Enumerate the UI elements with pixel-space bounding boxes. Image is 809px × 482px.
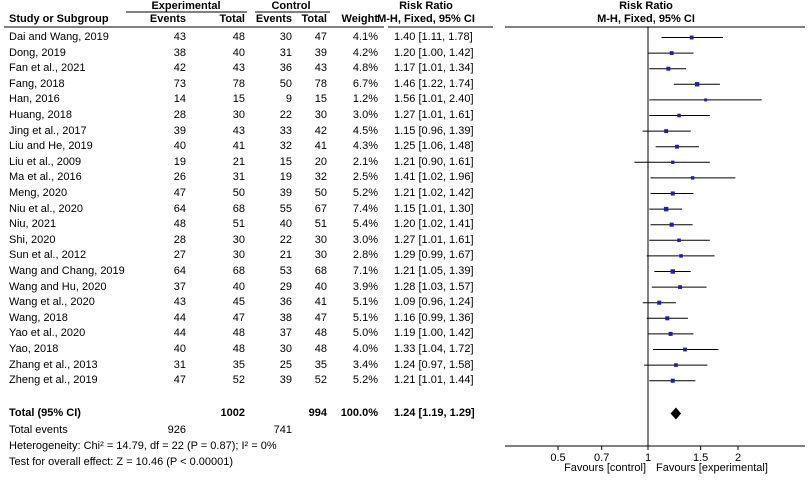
total-weight: 100.0% <box>340 407 378 419</box>
study-name: Shi, 2020 <box>9 233 56 246</box>
risk-ratio-ci: 1.28 [1.03, 1.57] <box>394 280 474 293</box>
effect-square <box>671 191 675 195</box>
risk-ratio-ci: 1.27 [1.01, 1.61] <box>394 109 474 121</box>
total-ctl: 48 <box>314 327 327 340</box>
weight-value: 1.2% <box>352 93 378 106</box>
events-exp: 39 <box>173 124 186 137</box>
total-exp: 78 <box>232 77 245 90</box>
events-exp: 28 <box>173 109 186 121</box>
study-name: Jing et al., 2017 <box>9 124 87 137</box>
header-method-table: M-H, Fixed, 95% CI <box>377 13 475 25</box>
effect-square <box>677 239 681 243</box>
header-events-ctl: Events <box>255 13 292 25</box>
events-ctl: 37 <box>279 327 292 340</box>
study-name: Zheng et al., 2019 <box>9 374 98 387</box>
effect-square <box>679 254 683 258</box>
events-exp: 64 <box>173 202 186 215</box>
header-control: Control <box>271 0 311 12</box>
total-exp: 40 <box>232 46 245 59</box>
total-risk-ratio-ci: 1.24 [1.19, 1.29] <box>394 407 475 419</box>
total-ctl: 47 <box>314 31 327 43</box>
weight-value: 5.4% <box>352 218 378 231</box>
study-name: Liu and He, 2019 <box>9 140 93 153</box>
effect-square <box>690 36 694 40</box>
total-ctl: 42 <box>314 124 327 137</box>
total-ctl: 41 <box>314 296 327 309</box>
effect-square <box>671 269 675 273</box>
total-ctl: 48 <box>314 343 327 355</box>
weight-value: 6.7% <box>352 77 378 90</box>
total-exp: 68 <box>232 265 245 277</box>
weight-value: 7.1% <box>352 265 378 277</box>
total-label: Total (95% CI) <box>9 407 81 419</box>
study-name: Yao et al., 2020 <box>9 327 86 340</box>
events-ctl: 55 <box>279 202 292 215</box>
weight-value: 4.0% <box>352 343 378 355</box>
risk-ratio-ci: 1.33 [1.04, 1.72] <box>394 343 474 355</box>
events-exp: 27 <box>173 249 186 262</box>
risk-ratio-ci: 1.21 [1.02, 1.42] <box>394 187 474 199</box>
x-tick-label: 1 <box>644 452 652 464</box>
effect-square <box>664 129 668 133</box>
study-name: Zhang et al., 2013 <box>9 358 98 371</box>
x-tick-label: 2 <box>734 452 742 464</box>
weight-value: 7.4% <box>352 202 378 215</box>
risk-ratio-ci: 1.16 [0.99, 1.36] <box>394 311 474 324</box>
total-events-exp: 926 <box>167 424 186 436</box>
total-ctl: 51 <box>314 218 327 231</box>
events-exp: 40 <box>173 140 186 153</box>
events-ctl: 50 <box>279 77 292 90</box>
effect-square <box>666 67 670 71</box>
events-ctl: 31 <box>279 46 292 59</box>
events-ctl: 39 <box>279 374 292 387</box>
overall-effect-text: Test for overall effect: Z = 10.46 (P < 0.00001) <box>9 456 234 468</box>
risk-ratio-ci: 1.09 [0.96, 1.24] <box>394 296 474 309</box>
events-ctl: 19 <box>279 171 292 184</box>
study-name: Huang, 2018 <box>9 109 72 121</box>
favours-control-label: Favours [control] <box>564 462 646 474</box>
header-study: Study or Subgroup <box>9 13 109 25</box>
events-exp: 47 <box>173 187 186 199</box>
events-ctl: 32 <box>279 140 292 153</box>
total-exp: 21 <box>232 155 245 168</box>
heterogeneity-text: Heterogeneity: Chi² = 14.79, df = 22 (P = 0.87); I² = 0% <box>9 440 277 452</box>
total-exp: 50 <box>232 187 245 199</box>
total-ctl: 994 <box>308 407 327 419</box>
events-ctl: 22 <box>279 109 292 121</box>
header-method-plot: M-H, Fixed, 95% CI <box>597 13 695 25</box>
total-exp: 48 <box>232 327 245 340</box>
risk-ratio-ci: 1.20 [1.00, 1.42] <box>394 46 474 59</box>
effect-square <box>695 82 699 86</box>
total-ctl: 30 <box>314 249 327 262</box>
x-tick-label: 1.5 <box>692 452 709 464</box>
events-ctl: 33 <box>279 124 292 137</box>
weight-value: 3.0% <box>352 233 378 246</box>
events-exp: 73 <box>173 77 186 90</box>
risk-ratio-ci: 1.24 [0.97, 1.58] <box>394 358 474 371</box>
effect-square <box>674 363 678 367</box>
events-ctl: 53 <box>279 265 292 277</box>
events-ctl: 30 <box>279 343 292 355</box>
weight-value: 5.2% <box>352 187 378 199</box>
risk-ratio-ci: 1.46 [1.22, 1.74] <box>394 77 474 90</box>
events-exp: 31 <box>173 358 186 371</box>
total-exp: 30 <box>232 249 245 262</box>
risk-ratio-ci: 1.20 [1.02, 1.41] <box>394 218 474 231</box>
header-events-exp: Events <box>149 13 186 25</box>
study-name: Han, 2016 <box>9 93 60 106</box>
total-exp: 48 <box>232 343 245 355</box>
effect-square <box>665 316 669 320</box>
study-name: Fan et al., 2021 <box>9 62 86 75</box>
total-exp: 30 <box>232 109 245 121</box>
total-ctl: 68 <box>314 265 327 277</box>
events-exp: 26 <box>173 171 186 184</box>
total-exp: 68 <box>232 202 245 215</box>
total-exp: 35 <box>232 358 245 371</box>
header-total-ctl: Total <box>301 13 327 25</box>
total-ctl: 41 <box>314 140 327 153</box>
risk-ratio-ci: 1.41 [1.02, 1.96] <box>394 171 474 184</box>
effect-square <box>671 379 675 383</box>
x-tick-label: 0.5 <box>550 452 566 464</box>
weight-value: 5.1% <box>352 296 378 309</box>
favours-experimental-label: Favours [experimental] <box>656 462 768 474</box>
events-ctl: 15 <box>279 155 292 168</box>
events-exp: 14 <box>173 93 186 106</box>
events-ctl: 36 <box>279 296 292 309</box>
study-name: Dong, 2019 <box>9 46 66 59</box>
risk-ratio-ci: 1.15 [1.01, 1.30] <box>394 202 474 215</box>
study-name: Niu, 2021 <box>9 218 57 231</box>
risk-ratio-ci: 1.21 [0.90, 1.61] <box>394 155 474 168</box>
study-name: Wang and Chang, 2019 <box>9 265 125 277</box>
study-name: Dai and Wang, 2019 <box>9 31 109 43</box>
x-tick-label: 0.7 <box>594 452 610 464</box>
effect-square <box>670 51 674 55</box>
total-ctl: 20 <box>314 155 327 168</box>
effect-square <box>671 161 674 164</box>
risk-ratio-ci: 1.27 [1.01, 1.61] <box>394 233 474 246</box>
total-ctl: 30 <box>314 233 327 246</box>
risk-ratio-ci: 1.56 [1.01, 2.40] <box>394 93 474 106</box>
header-risk-ratio-table: Risk Ratio <box>399 0 453 12</box>
effect-square <box>677 114 681 118</box>
effect-square <box>669 332 673 336</box>
weight-value: 5.1% <box>352 311 378 324</box>
events-exp: 19 <box>173 155 186 168</box>
total-ctl: 50 <box>314 187 327 199</box>
study-name: Meng, 2020 <box>9 187 68 199</box>
study-name: Liu et al., 2009 <box>9 155 82 168</box>
risk-ratio-ci: 1.21 [1.05, 1.39] <box>394 265 474 277</box>
risk-ratio-ci: 1.19 [1.00, 1.42] <box>394 327 474 340</box>
events-exp: 44 <box>173 311 186 324</box>
events-exp: 40 <box>173 343 186 355</box>
weight-value: 4.1% <box>352 31 378 43</box>
pooled-diamond <box>671 408 681 420</box>
risk-ratio-ci: 1.21 [1.01, 1.44] <box>394 374 474 387</box>
header-total-exp: Total <box>219 13 245 25</box>
effect-square <box>670 223 674 227</box>
effect-square <box>704 98 707 101</box>
header-weight: Weight <box>341 13 378 25</box>
effect-square <box>678 285 682 289</box>
events-exp: 38 <box>173 46 186 59</box>
weight-value: 3.4% <box>352 358 378 371</box>
events-ctl: 36 <box>279 62 292 75</box>
total-ctl: 67 <box>314 202 327 215</box>
total-exp: 1002 <box>220 407 245 419</box>
total-exp: 43 <box>232 62 245 75</box>
total-exp: 45 <box>232 296 245 309</box>
risk-ratio-ci: 1.29 [0.99, 1.67] <box>394 249 474 262</box>
events-exp: 37 <box>173 280 186 293</box>
effect-square <box>664 207 668 211</box>
total-exp: 51 <box>232 218 245 231</box>
effect-square <box>683 348 687 352</box>
risk-ratio-ci: 1.17 [1.01, 1.34] <box>394 62 474 75</box>
risk-ratio-ci: 1.25 [1.06, 1.48] <box>394 140 474 153</box>
events-ctl: 22 <box>279 233 292 246</box>
events-exp: 42 <box>173 62 186 75</box>
weight-value: 4.3% <box>352 140 378 153</box>
total-exp: 15 <box>232 93 245 106</box>
study-name: Wang and Hu, 2020 <box>9 280 107 293</box>
events-exp: 28 <box>173 233 186 246</box>
header-risk-ratio-plot: Risk Ratio <box>619 0 673 12</box>
weight-value: 3.0% <box>352 109 378 121</box>
events-ctl: 25 <box>279 358 292 371</box>
total-ctl: 35 <box>314 358 327 371</box>
weight-value: 4.5% <box>352 124 378 137</box>
total-ctl: 47 <box>314 311 327 324</box>
study-name: Yao, 2018 <box>9 343 59 355</box>
events-exp: 48 <box>173 218 186 231</box>
total-events-label: Total events <box>9 424 68 436</box>
events-exp: 44 <box>173 327 186 340</box>
total-exp: 43 <box>232 124 245 137</box>
events-exp: 43 <box>173 31 186 43</box>
events-ctl: 9 <box>285 93 292 106</box>
events-ctl: 40 <box>279 218 292 231</box>
total-exp: 40 <box>232 280 245 293</box>
weight-value: 4.8% <box>352 62 378 75</box>
weight-value: 2.5% <box>352 171 378 184</box>
header-experimental: Experimental <box>151 0 221 12</box>
weight-value: 2.1% <box>352 155 378 168</box>
total-ctl: 78 <box>314 77 327 90</box>
total-exp: 48 <box>232 31 245 43</box>
weight-value: 4.2% <box>352 46 378 59</box>
total-exp: 52 <box>232 374 245 387</box>
events-ctl: 21 <box>279 249 292 262</box>
events-exp: 43 <box>173 296 186 309</box>
events-ctl: 39 <box>279 187 292 199</box>
weight-value: 5.0% <box>352 327 378 340</box>
study-name: Wang, 2018 <box>9 311 68 324</box>
study-name: Niu et al., 2020 <box>9 202 83 215</box>
total-ctl: 40 <box>314 280 327 293</box>
total-ctl: 43 <box>314 62 327 75</box>
total-ctl: 52 <box>314 374 327 387</box>
total-ctl: 39 <box>314 46 327 59</box>
risk-ratio-ci: 1.40 [1.11, 1.78] <box>394 31 473 43</box>
weight-value: 3.9% <box>352 280 378 293</box>
weight-value: 2.8% <box>352 249 378 262</box>
total-events-ctl: 741 <box>273 424 292 436</box>
study-name: Wang et al., 2020 <box>9 296 95 309</box>
total-exp: 30 <box>232 233 245 246</box>
study-name: Ma et al., 2016 <box>9 171 82 184</box>
risk-ratio-ci: 1.15 [0.96, 1.39] <box>394 124 474 137</box>
events-ctl: 38 <box>279 311 292 324</box>
effect-square <box>657 301 661 305</box>
total-ctl: 32 <box>314 171 327 184</box>
total-ctl: 15 <box>314 93 327 106</box>
total-exp: 41 <box>232 140 245 153</box>
effect-square <box>675 145 679 149</box>
events-exp: 64 <box>173 265 186 277</box>
weight-value: 5.2% <box>352 374 378 387</box>
effect-square <box>691 176 694 179</box>
events-exp: 47 <box>173 374 186 387</box>
total-exp: 47 <box>232 311 245 324</box>
events-ctl: 30 <box>279 31 292 43</box>
events-ctl: 29 <box>279 280 292 293</box>
total-ctl: 30 <box>314 109 327 121</box>
total-exp: 31 <box>232 171 245 184</box>
study-name: Fang, 2018 <box>9 77 65 90</box>
study-name: Sun et al., 2012 <box>9 249 87 262</box>
